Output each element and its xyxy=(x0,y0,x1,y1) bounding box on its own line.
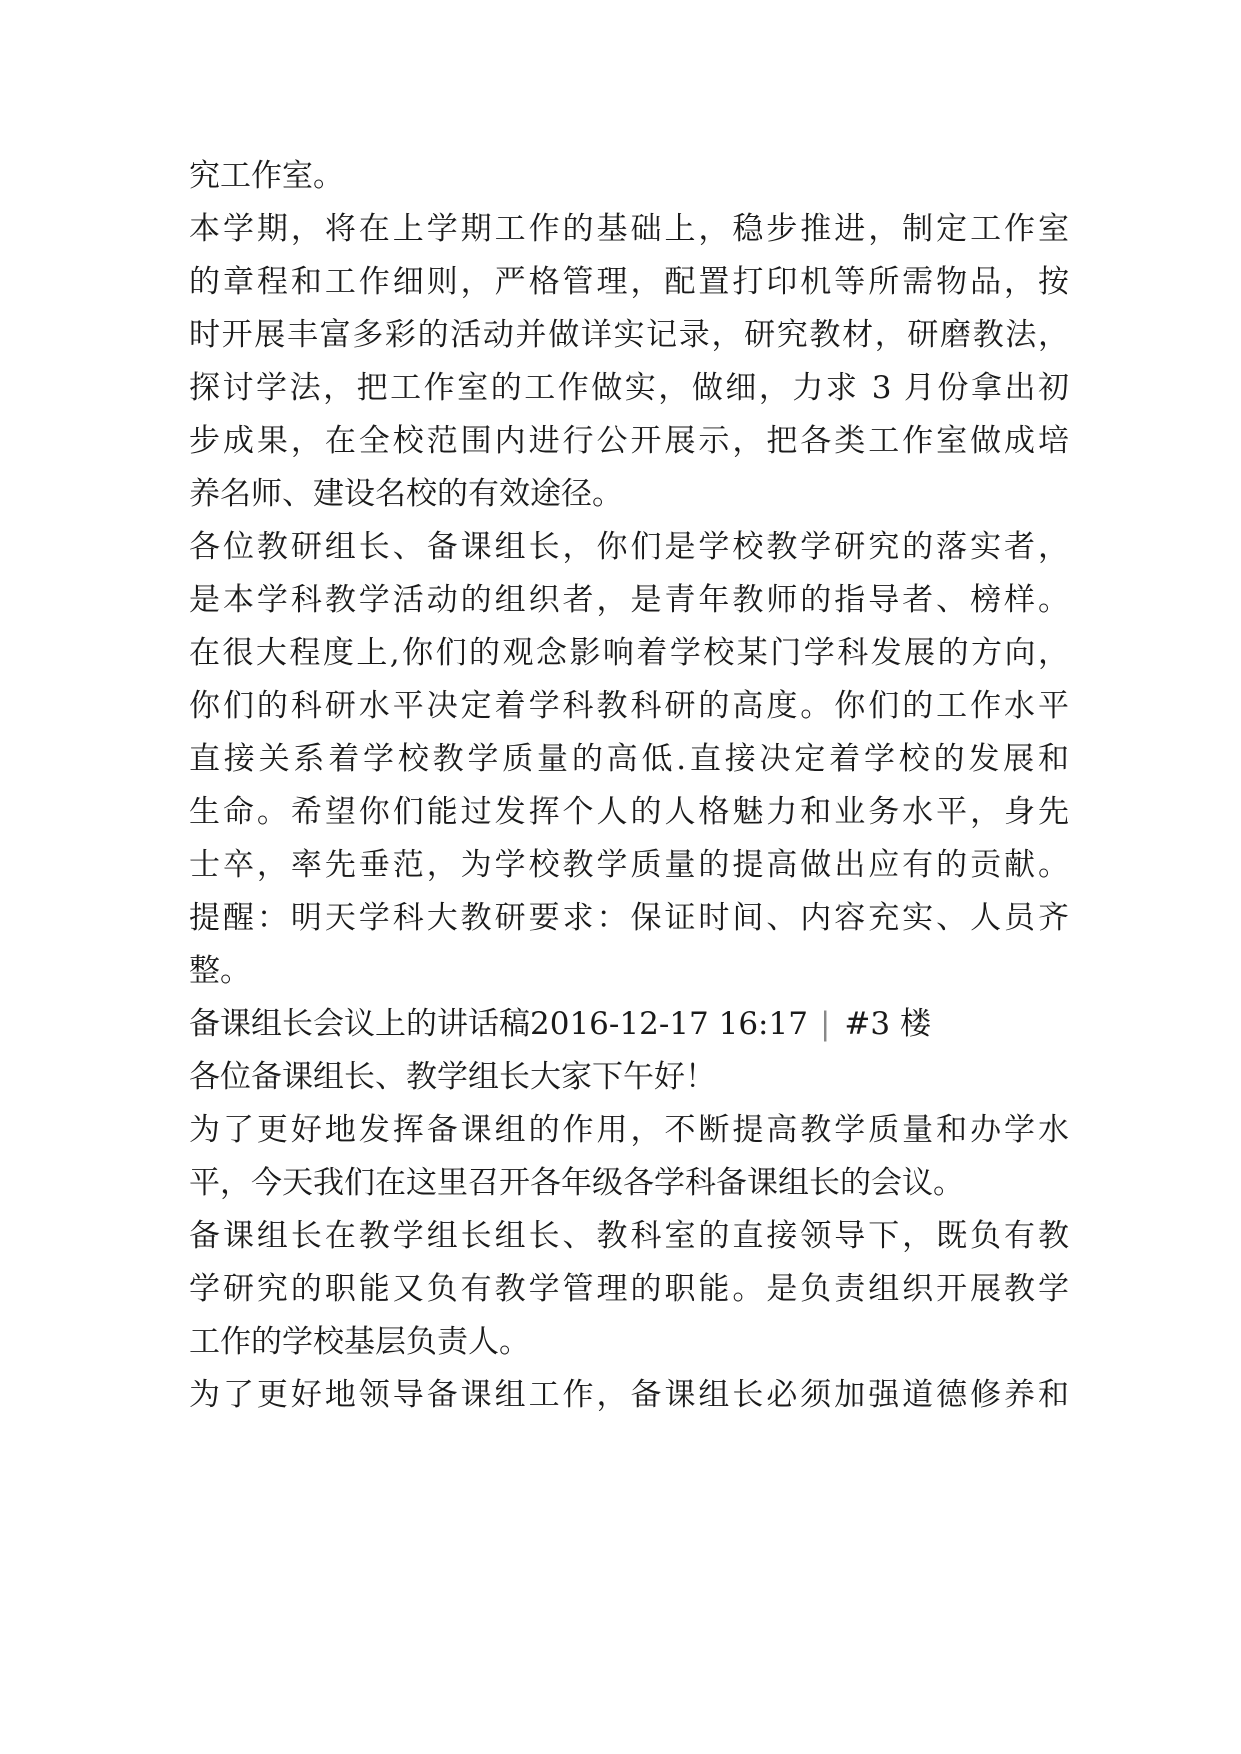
post-header xyxy=(189,998,1069,1051)
text-line: 整。 xyxy=(189,953,251,989)
document-body xyxy=(189,150,1069,1422)
text-line: 步成果，在全校范围内进行公开展示，把各类工作室做成培 xyxy=(189,423,1069,459)
text-line: 士卒，率先垂范，为学校教学质量的提高做出应有的贡献。 xyxy=(189,847,1069,883)
paragraph-group-1 xyxy=(189,150,1069,998)
text-line: 养名师、建设名校的有效途径。 xyxy=(189,476,623,512)
text-line: 学研究的职能又负有教学管理的职能。是负责组织开展教学 xyxy=(189,1271,1069,1307)
text-line: 是本学科教学活动的组织者，是青年教师的指导者、榜样。 xyxy=(189,582,1069,618)
text-line: 本学期，将在上学期工作的基础上，稳步推进，制定工作室 xyxy=(189,211,1069,247)
paragraph-group-2 xyxy=(189,1051,1069,1422)
post-time: 16:17 xyxy=(718,1006,808,1042)
text-line: 提醒：明天学科大教研要求：保证时间、内容充实、人员齐 xyxy=(189,900,1069,936)
text-line: 为了更好地发挥备课组的作用，不断提高教学质量和办学水 xyxy=(189,1112,1069,1148)
post-date: 2016-12-17 xyxy=(530,1006,709,1042)
text-line: 直接关系着学校教学质量的高低.直接决定着学校的发展和 xyxy=(189,741,1069,777)
text-line: 生命。希望你们能过发挥个人的人格魅力和业务水平，身先 xyxy=(189,794,1069,830)
text-line: 各位备课组长、教学组长大家下午好！ xyxy=(189,1059,716,1095)
text-line: 的章程和工作细则，严格管理，配置打印机等所需物品，按 xyxy=(189,264,1069,300)
text-line: 备课组长在教学组长组长、教科室的直接领导下，既负有教 xyxy=(189,1218,1069,1254)
text-line: 为了更好地领导备课组工作，备课组长必须加强道德修养和 xyxy=(189,1377,1069,1413)
text-line: 在很大程度上,你们的观念影响着学校某门学科发展的方向， xyxy=(189,635,1069,671)
post-title: 备课组长会议上的讲话稿 xyxy=(189,1006,530,1042)
text-line: 工作的学校基层负责人。 xyxy=(189,1324,530,1360)
text-line: 平，今天我们在这里召开各年级各学科备课组长的会议。 xyxy=(189,1165,964,1201)
text-line: 你们的科研水平决定着学科教科研的高度。你们的工作水平 xyxy=(189,688,1069,724)
text-line: 探讨学法，把工作室的工作做实，做细，力求 3 月份拿出初 xyxy=(189,370,1069,406)
text-line: 究工作室。 xyxy=(189,158,344,194)
text-line: 时开展丰富多彩的活动并做详实记录，研究教材，研磨教法， xyxy=(189,317,1069,353)
post-separator: | xyxy=(819,1006,831,1042)
post-floor: #3 楼 xyxy=(844,1006,931,1042)
text-line: 各位教研组长、备课组长，你们是学校教学研究的落实者， xyxy=(189,529,1069,565)
